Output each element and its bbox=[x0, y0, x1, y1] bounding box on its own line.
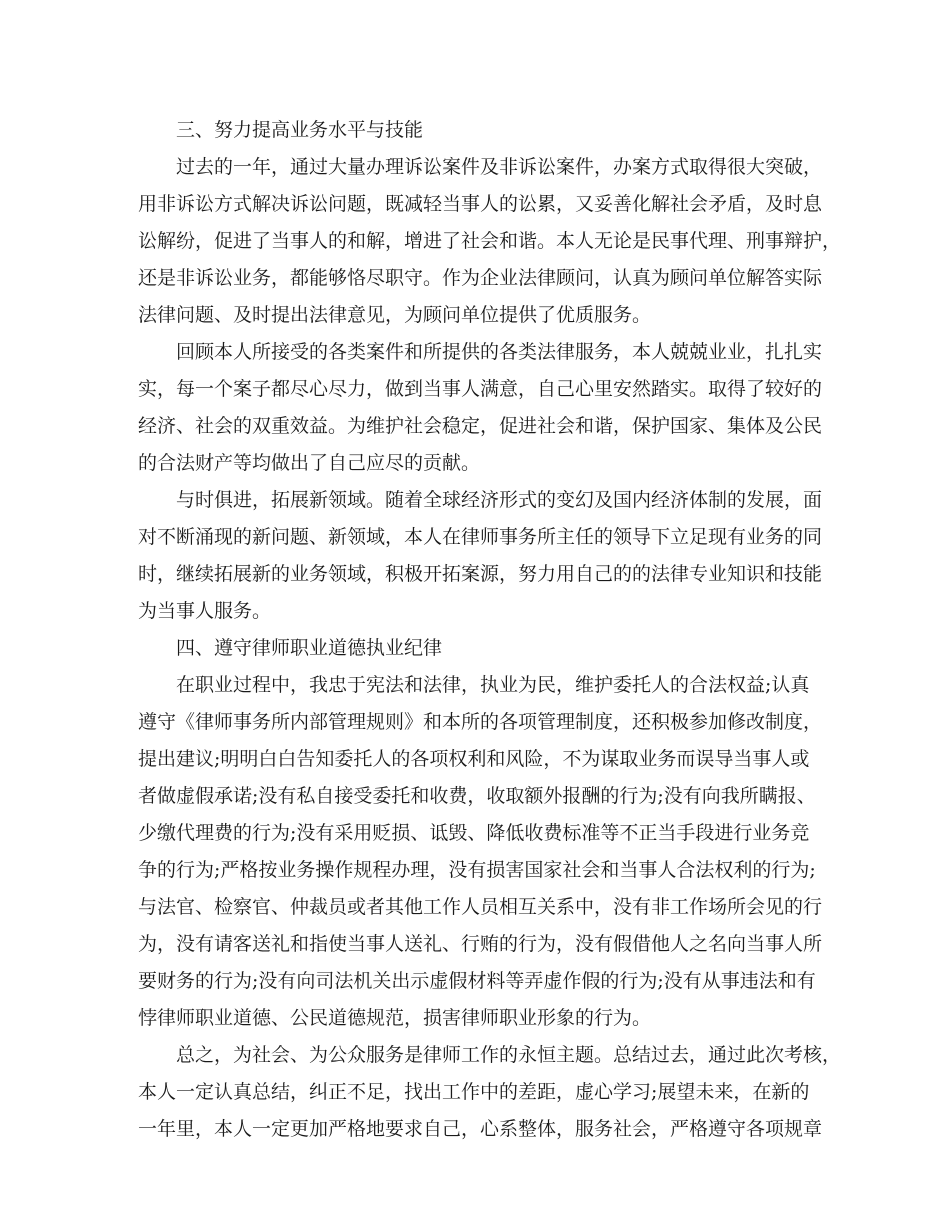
text-line: 四、遵守律师职业道德执业纪律 bbox=[176, 637, 443, 659]
text-line: 提出建议;明明白白告知委托人的各项权利和风险，不为谋取业务而误导当事人或 bbox=[138, 748, 810, 770]
document-body bbox=[138, 112, 842, 1148]
text-line: 总之，为社会、为公众服务是律师工作的永恒主题。总结过去，通过此次考核， bbox=[176, 1044, 842, 1066]
body-paragraph bbox=[138, 334, 823, 482]
text-line: 为，没有请客送礼和指使当事人送礼、行贿的行为，没有假借他人之名向当事人所 bbox=[138, 933, 823, 955]
text-line: 经济、社会的双重效益。为维护社会稳定，促进社会和谐，保护国家、集体及公民 bbox=[138, 415, 823, 437]
text-line: 为当事人服务。 bbox=[138, 600, 272, 622]
text-line: 还是非诉讼业务，都能够恪尽职守。作为企业法律顾问，认真为顾问单位解答实际 bbox=[138, 267, 823, 289]
text-line: 与法官、检察官、仲裁员或者其他工作人员相互关系中，没有非工作场所会见的行 bbox=[138, 896, 823, 918]
text-line: 争的行为;严格按业务操作规程办理，没有损害国家社会和当事人合法权利的行为; bbox=[138, 859, 816, 881]
text-line: 对不断涌现的新问题、新领域，本人在律师事务所主任的领导下立足现有业务的同 bbox=[138, 526, 823, 548]
section-heading bbox=[138, 630, 814, 667]
text-line: 三、努力提高业务水平与技能 bbox=[176, 119, 424, 141]
text-line: 时，继续拓展新的业务领域，积极开拓案源，努力用自己的的法律专业知识和技能 bbox=[138, 563, 823, 585]
text-line: 实，每一个案子都尽心尽力，做到当事人满意，自己心里安然踏实。取得了较好的 bbox=[138, 378, 823, 400]
text-line: 过去的一年，通过大量办理诉讼案件及非诉讼案件，办案方式取得很大突破， bbox=[176, 156, 823, 178]
text-line: 的合法财产等均做出了自己应尽的贡献。 bbox=[138, 452, 481, 474]
text-line: 遵守《律师事务所内部管理规则》和本所的各项管理制度，还积极参加修改制度， bbox=[138, 711, 823, 733]
text-line: 法律问题、及时提出法律意见，为顾问单位提供了优质服务。 bbox=[138, 304, 652, 326]
text-line: 悖律师职业道德、公民道德规范，损害律师职业形象的行为。 bbox=[138, 1007, 652, 1029]
text-line: 讼解纷，促进了当事人的和解，增进了社会和谐。本人无论是民事代理、刑事辩护， bbox=[138, 230, 842, 252]
text-line: 一年里，本人一定更加严格地要求自己，心系整体，服务社会，严格遵守各项规章 bbox=[138, 1118, 823, 1140]
body-paragraph bbox=[138, 667, 823, 1037]
text-line: 本人一定认真总结，纠正不足，找出工作中的差距，虚心学习;展望未来，在新的 bbox=[138, 1081, 810, 1103]
section-heading bbox=[138, 112, 814, 149]
text-line: 用非诉讼方式解决诉讼问题，既减轻当事人的讼累，又妥善化解社会矛盾，及时息 bbox=[138, 193, 823, 215]
text-line: 回顾本人所接受的各类案件和所提供的各类法律服务，本人兢兢业业，扎扎实 bbox=[176, 341, 823, 363]
text-line: 要财务的行为;没有向司法机关出示虚假材料等弄虚作假的行为;没有从事违法和有 bbox=[138, 970, 816, 992]
text-line: 与时俱进，拓展新领域。随着全球经济形式的变幻及国内经济体制的发展，面 bbox=[176, 489, 823, 511]
text-line: 者做虚假承诺;没有私自接受委托和收费，收取额外报酬的行为;没有向我所瞒报、 bbox=[138, 785, 816, 807]
text-line: 在职业过程中，我忠于宪法和法律，执业为民，维护委托人的合法权益;认真 bbox=[176, 674, 810, 696]
body-paragraph bbox=[138, 1037, 842, 1148]
body-paragraph bbox=[138, 149, 842, 334]
body-paragraph bbox=[138, 482, 823, 630]
text-line: 少缴代理费的行为;没有采用贬损、诋毁、降低收费标准等不正当手段进行业务竞 bbox=[138, 822, 810, 844]
